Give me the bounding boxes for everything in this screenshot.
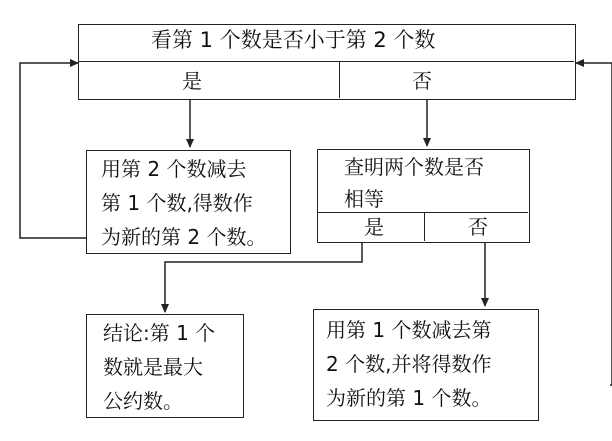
decision-divider bbox=[79, 61, 574, 62]
decision-branch-divider bbox=[339, 61, 340, 98]
decision-question: 看第 1 个数是否小于第 2 个数 bbox=[151, 28, 436, 52]
decision-equal-no-label: 否 bbox=[468, 215, 488, 239]
decision-box-equal bbox=[317, 149, 530, 243]
process-text-line: 第 1 个数,得数作 bbox=[101, 191, 253, 215]
conclusion-text-line: 数就是最大 bbox=[103, 355, 203, 379]
process-text-line: 为新的第 2 个数。 bbox=[101, 225, 267, 249]
process-text-line: 用第 2 个数减去 bbox=[101, 157, 247, 181]
conclusion-text-line: 公约数。 bbox=[103, 389, 183, 413]
decision-no-label: 否 bbox=[412, 69, 432, 93]
decision-equal-divider bbox=[318, 212, 528, 213]
decision-equal-yes-label: 是 bbox=[364, 215, 384, 239]
arrow-loop-subtract-second-back bbox=[20, 63, 86, 238]
decision-yes-label: 是 bbox=[182, 69, 202, 93]
arrow-loop-subtract-first-back bbox=[576, 63, 612, 385]
process-box-subtract-first bbox=[313, 309, 539, 421]
conclusion-box bbox=[86, 314, 244, 418]
conclusion-text-line: 结论:第 1 个 bbox=[103, 321, 216, 345]
decision-box-compare bbox=[78, 24, 576, 100]
decision-equal-text-line: 相等 bbox=[344, 187, 384, 211]
process-first-text-line: 为新的第 1 个数。 bbox=[326, 386, 492, 410]
process-box-subtract-second bbox=[86, 150, 291, 254]
process-first-text-line: 2 个数,并将得数作 bbox=[326, 352, 492, 376]
decision-equal-text-line: 查明两个数是否 bbox=[344, 155, 484, 179]
decision-equal-branch-divider bbox=[424, 212, 425, 241]
process-first-text-line: 用第 1 个数减去第 bbox=[326, 318, 492, 342]
